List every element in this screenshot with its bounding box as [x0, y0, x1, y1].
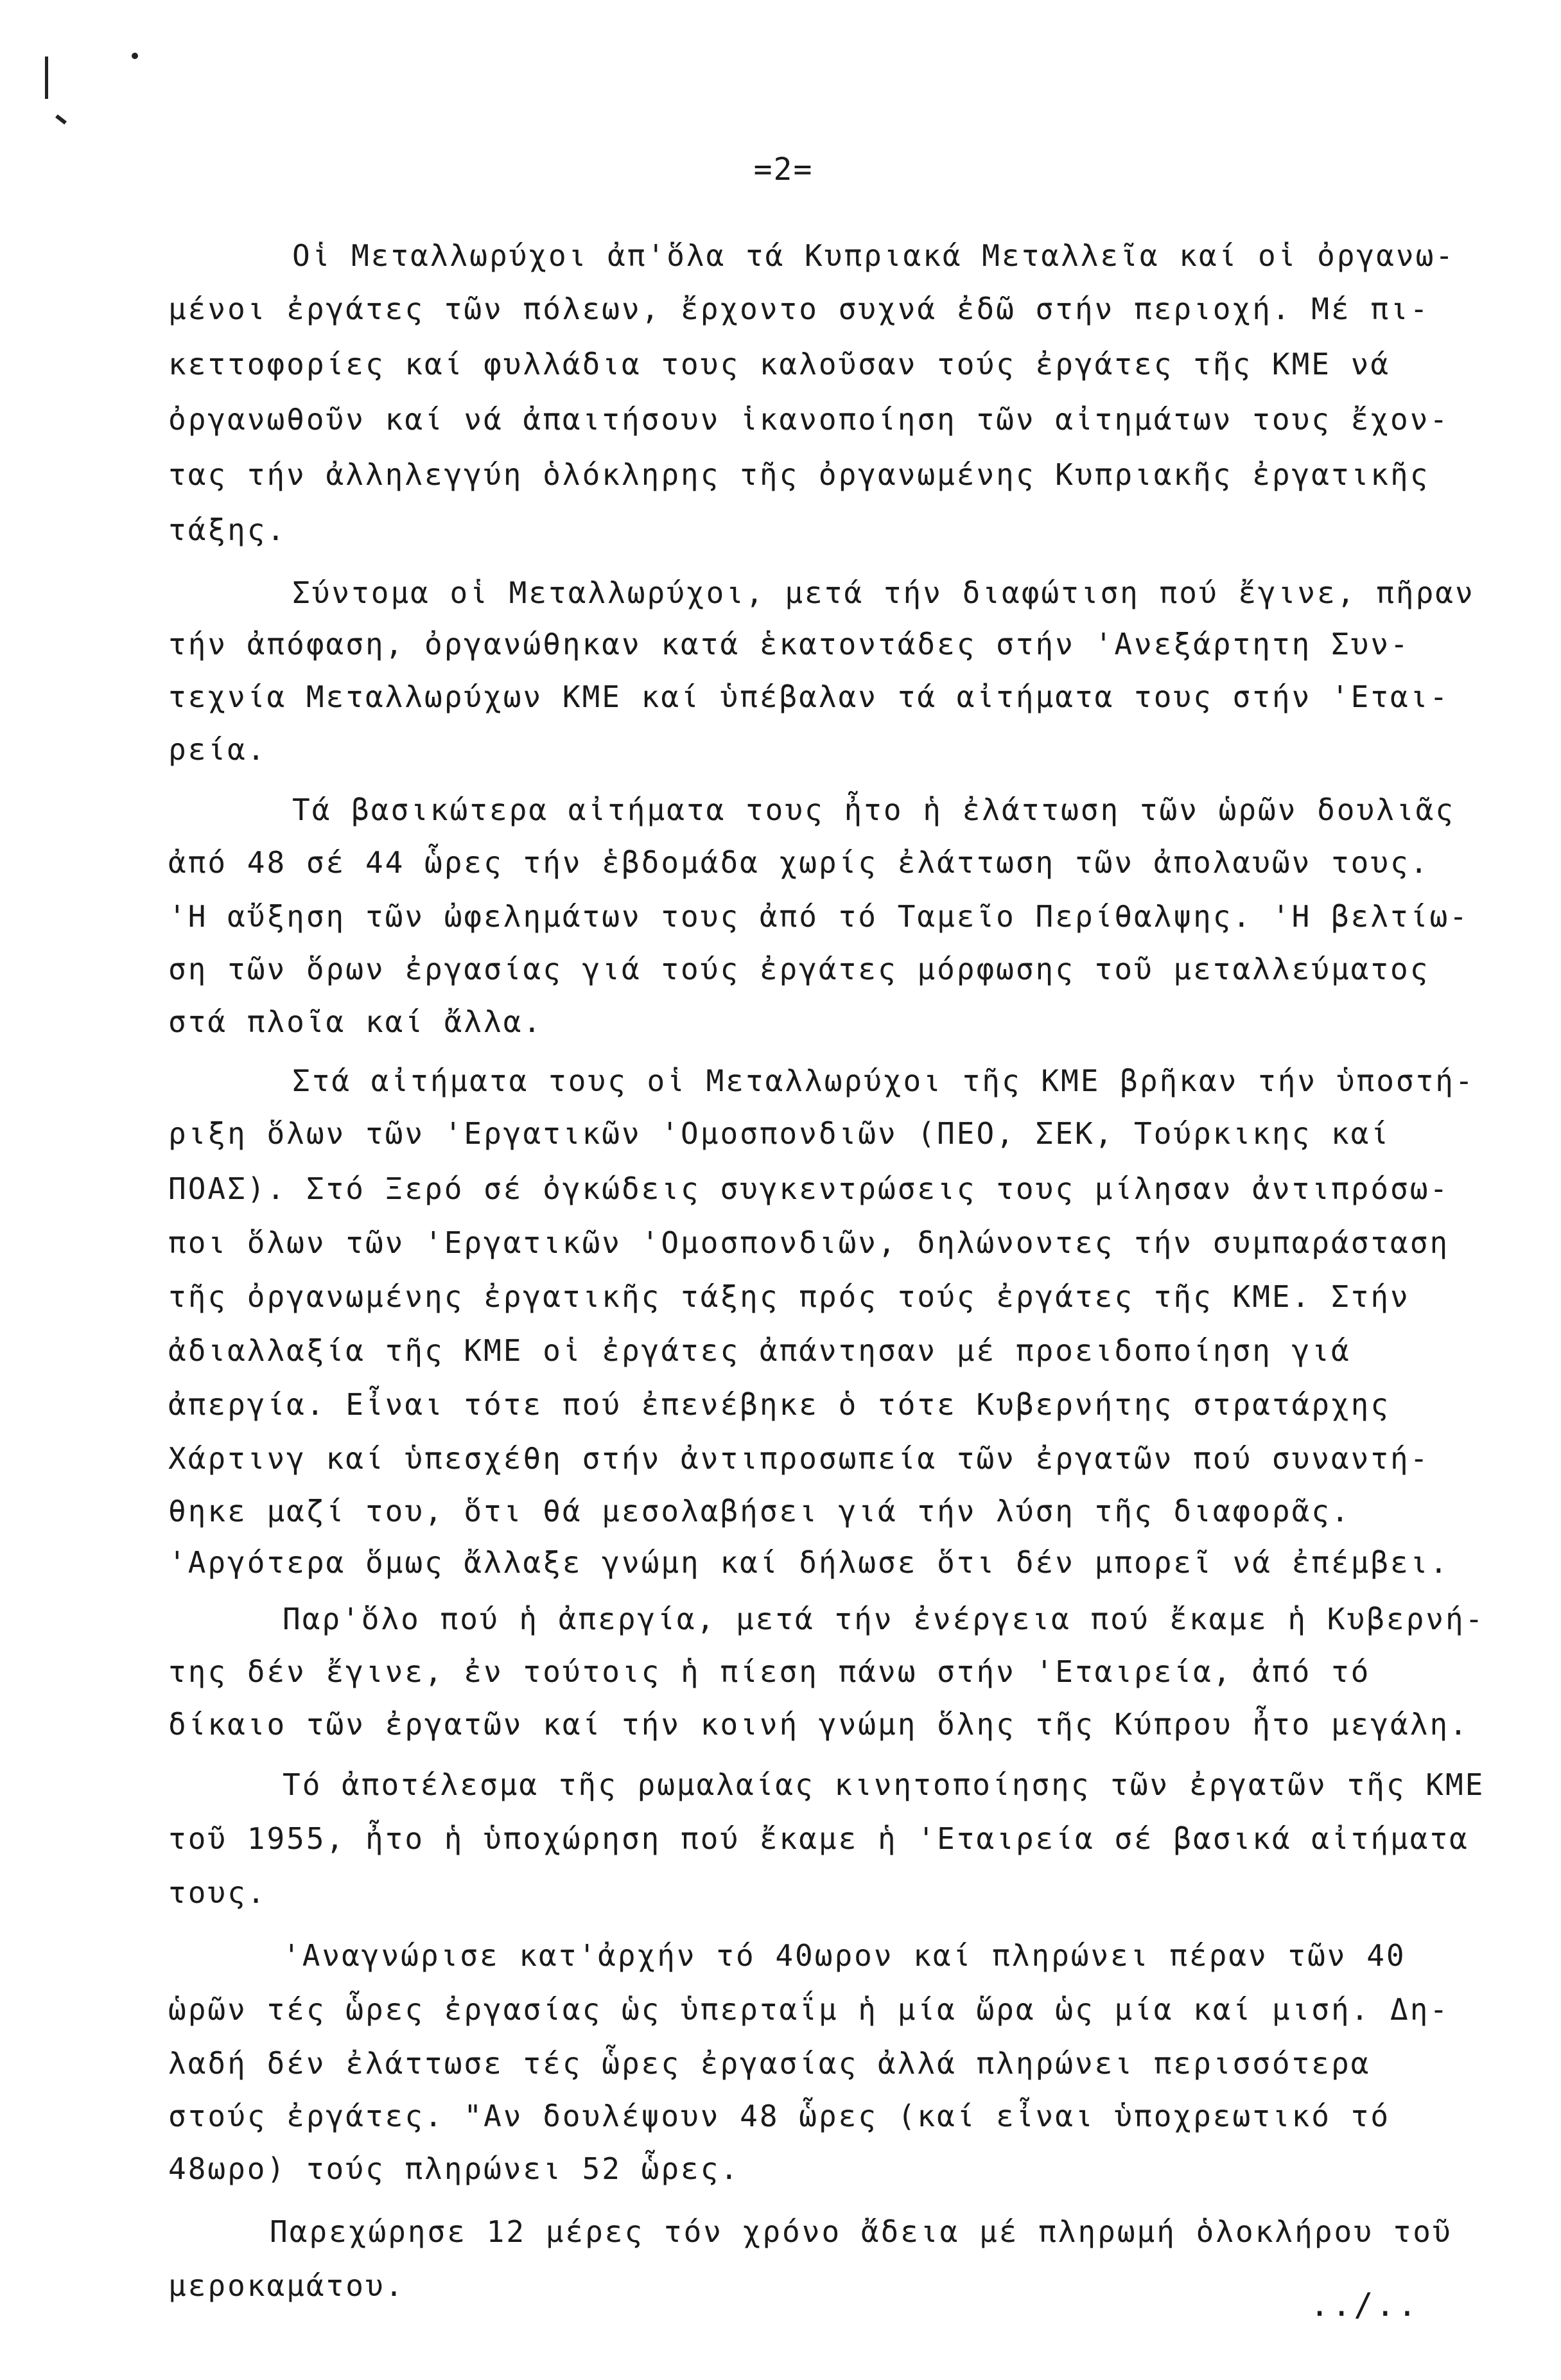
text-line: 'Αναγνώρισε κατ'ἀρχήν τό 40ωρον καί πληρώνει πέραν τῶν 40	[283, 1938, 1406, 1973]
text-line: λαδή δέν ἐλάττωσε τές ὧρες ἐργασίας ἀλλά πληρώνει περισσότερα	[168, 2046, 1371, 2081]
text-line: τῆς ὀργανωμένης ἐργατικῆς τάξης πρός τούς ἐργάτες τῆς ΚΜΕ. Στήν	[168, 1279, 1410, 1314]
continuation-mark: ../..	[1310, 2286, 1420, 2323]
text-line: ΠΟΑΣ). Στό Ξερό σέ ὀγκώδεις συγκεντρώσεις τους μίλησαν ἀντιπρόσω-	[168, 1171, 1450, 1206]
text-line: 48ωρο) τούς πληρώνει 52 ὧρες.	[168, 2151, 740, 2186]
text-line: Παρεχώρησε 12 μέρες τόν χρόνο ἄδεια μέ πληρωμή ὁλοκλήρου τοῦ	[270, 2214, 1452, 2249]
text-line: 'Αργότερα ὅμως ἄλλαξε γνώμη καί δήλωσε ὅτι δέν μπορεῖ νά ἐπέμβει.	[168, 1545, 1450, 1580]
text-line: Χάρτινγ καί ὑπεσχέθη στήν ἀντιπροσωπεία τῶν ἐργατῶν πού συναντή-	[168, 1441, 1430, 1476]
text-line: στούς ἐργάτες. "Αν δουλέψουν 48 ὧρες (καί εἶναι ὑποχρεωτικό τό	[168, 2099, 1391, 2133]
text-line: τεχνία Μεταλλωρύχων ΚΜΕ καί ὑπέβαλαν τά αἰτήματα τους στήν 'Εται-	[168, 679, 1450, 714]
text-line: Παρ'ὅλο πού ἡ ἀπεργία, μετά τήν ἐνέργεια πού ἔκαμε ἡ Κυβερνή-	[283, 1602, 1485, 1636]
text-line: 'Η αὔξηση τῶν ὠφελημάτων τους ἀπό τό Ταμεῖο Περίθαλψης. 'Η βελτίω-	[168, 899, 1469, 934]
text-line: ποι ὅλων τῶν 'Εργατικῶν 'Ομοσπονδιῶν, δηλώνοντες τήν συμπαράσταση	[168, 1225, 1450, 1260]
text-line: Σύντομα οἱ Μεταλλωρύχοι, μετά τήν διαφώτιση πού ἔγινε, πῆραν	[292, 575, 1475, 610]
text-line: Τό ἀποτέλεσμα τῆς ρωμαλαίας κινητοποίησης τῶν ἐργατῶν τῆς ΚΜΕ	[283, 1767, 1485, 1802]
text-line: τους.	[168, 1875, 267, 1910]
text-line: στά πλοῖα καί ἄλλα.	[168, 1004, 543, 1039]
text-line: τας τήν ἀλληλεγγύη ὁλόκληρης τῆς ὀργανωμένης Κυπριακῆς ἐργατικῆς	[168, 457, 1430, 492]
text-line: ἀπό 48 σέ 44 ὧρες τήν ἑβδομάδα χωρίς ἐλάττωση τῶν ἀπολαυῶν τους.	[168, 845, 1430, 880]
text-line: τάξης.	[168, 512, 287, 547]
text-line: μένοι ἐργάτες τῶν πόλεων, ἔρχοντο συχνά ἐδῶ στήν περιοχή. Μέ πι-	[168, 292, 1430, 326]
text-line: δίκαιο τῶν ἐργατῶν καί τήν κοινή γνώμη ὅλης τῆς Κύπρου ἦτο μεγάλη.	[168, 1707, 1469, 1742]
text-line: κεττοφορίες καί φυλλάδια τους καλοῦσαν τούς ἐργάτες τῆς ΚΜΕ νά	[168, 347, 1391, 381]
text-line: ὡρῶν τές ὧρες ἐργασίας ὡς ὑπερταΐμ ἡ μία ὥρα ὡς μία καί μισή. Δη-	[168, 1992, 1450, 2027]
text-line: ριξη ὅλων τῶν 'Εργατικῶν 'Ομοσπονδιῶν (ΠΕΟ, ΣΕΚ, Τούρκικης καί	[168, 1116, 1391, 1151]
text-line: ἀπεργία. Εἶναι τότε πού ἐπενέβηκε ὁ τότε Κυβερνήτης στρατάρχης	[168, 1387, 1391, 1422]
page-number: =2=	[753, 152, 814, 188]
text-line: τοῦ 1955, ἦτο ἡ ὑποχώρηση πού ἔκαμε ἡ 'Εταιρεία σέ βασικά αἰτήματα	[168, 1821, 1469, 1856]
text-line: Οἱ Μεταλλωρύχοι ἀπ'ὅλα τά Κυπριακά Μεταλλεῖα καί οἱ ὀργανω-	[292, 238, 1455, 273]
text-line: ὀργανωθοῦν καί νά ἀπαιτήσουν ἱκανοποίηση τῶν αἰτημάτων τους ἔχον-	[168, 402, 1450, 437]
text-line: ση τῶν ὅρων ἐργασίας γιά τούς ἐργάτες μόρφωσης τοῦ μεταλλεύματος	[168, 952, 1430, 986]
text-line: Στά αἰτήματα τους οἱ Μεταλλωρύχοι τῆς ΚΜΕ βρῆκαν τήν ὑποστή-	[292, 1063, 1475, 1098]
text-line: μεροκαμάτου.	[168, 2268, 405, 2303]
text-line: τήν ἀπόφαση, ὀργανώθηκαν κατά ἑκατοντάδες στήν 'Ανεξάρτητη Συν-	[168, 627, 1410, 661]
text-line: ἀδιαλλαξία τῆς ΚΜΕ οἱ ἐργάτες ἀπάντησαν μέ προειδοποίηση γιά	[168, 1333, 1351, 1368]
text-line: θηκε μαζί του, ὅτι θά μεσολαβήσει γιά τήν λύση τῆς διαφορᾶς.	[168, 1494, 1351, 1528]
text-line: ρεία.	[168, 732, 267, 767]
text-line: Τά βασικώτερα αἰτήματα τους ἦτο ἡ ἐλάττωση τῶν ὡρῶν δουλιᾶς	[292, 792, 1455, 827]
text-line: της δέν ἔγινε, ἐν τούτοις ἡ πίεση πάνω στήν 'Εταιρεία, ἀπό τό	[168, 1654, 1371, 1689]
